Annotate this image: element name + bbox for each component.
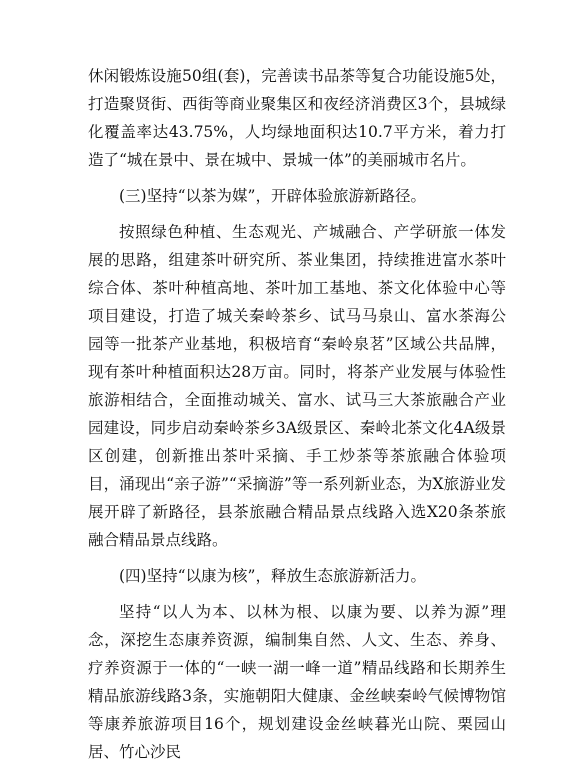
- paragraph-continuation: 休闲锻炼设施50组(套)，完善读书品茶等复合功能设施5处，打造聚贤街、西街等商业聚集区和夜经济消费区3个，县城绿化覆盖率达43.75%，人均绿地面积达10.7平方米，着力打造了“城在景中、景在城中、景城一体”的美丽城市名片。: [88, 67, 506, 169]
- paragraph-gap: [88, 554, 506, 562]
- paragraph-health-tourism: 坚持“以人为本、以林为根、以康为要、以养为源”理念，深挖生态康养资源，编制集自然、人文、生态、养身、疗养资源于一体的“一峡一湖一峰一道”精品线路和长期养生精品旅游线路3条，实施朝阳大健康、金丝峡秦岭气候博物馆等康养旅游项目16个，规划建设金丝峡暮光山院、栗园山居、竹心沙民: [88, 603, 506, 761]
- section-heading-four: (四)坚持“以康为核”，释放生态旅游新活力。: [119, 567, 426, 585]
- document-body: [88, 62, 506, 766]
- paragraph-gap: [88, 590, 506, 598]
- section-heading-three: (三)坚持“以茶为媒”，开辟体验旅游新路径。: [119, 187, 426, 205]
- paragraph-tea-tourism: 按照绿色种植、生态观光、产城融合、产学研旅一体发展的思路，组建茶叶研究所、茶业集团，持续推进富水茶叶综合体、茶叶种植高地、茶叶加工基地、茶文化体验中心等项目建设，打造了城关秦岭茶乡、试马马泉山、富水茶海公园等一批茶产业基地，积极培育“秦岭泉茗”区域公共品牌，现有茶叶种植面积达28万亩。同时，将茶产业发展与体验性旅游相结合，全面推动城关、富水、试马三大茶旅融合产业园建设，同步启动秦岭茶乡3A级景区、秦岭北茶文化4A级景区创建，创新推出茶叶采摘、手工炒茶等茶旅融合体验项目，涌现出“亲子游”“采摘游”等一系列新业态，为X旅游业发展开辟了新路径，县茶旅融合精品景点线路入选X20条茶旅融合精品景点线路。: [88, 223, 506, 549]
- paragraph-gap: [88, 210, 506, 218]
- paragraph-gap: [88, 174, 506, 182]
